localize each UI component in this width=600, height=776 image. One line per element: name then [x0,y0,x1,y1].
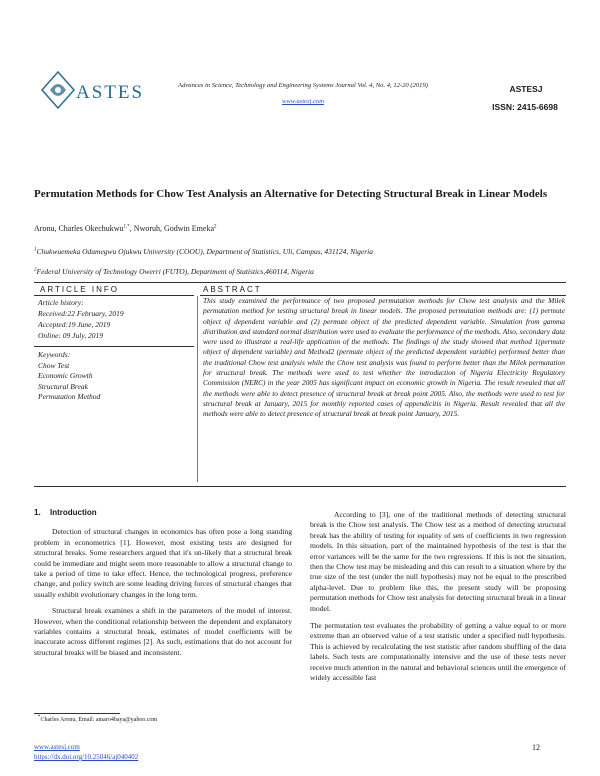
astes-logo [40,70,145,110]
keywords-block [38,350,194,403]
history-label: Article history: [38,298,84,307]
issn: ISSN: 2415-6698 [492,102,558,112]
online-date: Online: 09 July, 2019 [38,331,103,340]
left-column [34,508,292,664]
divider [34,346,194,347]
affiliation-1 [34,247,373,256]
keyword: Permutation Method [38,392,101,402]
footer-url-link[interactable]: www.astesj.com [34,743,80,751]
affiliation-text: Federal University of Technology Owerri (FUTO), Department of Statistics,460114, Nigeria [36,267,314,276]
abstract-text: This study examined the performance of two proposed permutation methods for Chow test analysis and the Milek permutation method for testing structural break in linear models. The proposed permutation methods are: (1) permute object of dependent variable and (2) permute object of the predicted dependent variable. Simulation from gamma distribution and standard normal distribution were used to evaluate the performance of the methods. Also, secondary data were used to illustrate a real-life application of the methods. The findings of the study showed that method 1(permute object of dependent variable) and Method2 (permute object of the predicted dependent variable) performed better than the traditional Chow test analysis while the Chow test analysis was found to perform better than the Milek permutation for structural break. The methods were used to test whether the introduction of Nigeria Electricity Regulatory Commission (NERC) in the year 2005 has significant impact on economic growth in Nigeria. The result revealed that all the methods were able to detect presence of structural break at break point 2005. Also, the methods were used to test for structural break at January, 2015 for monthly reported cases of appendicitis in Nigeria. Result revealed that all the methods were able to detect presence of structural break at break point January, 2015. [203,296,565,419]
accepted-date: Accepted:19 June, 2019 [38,320,111,329]
section-number: 1. [34,508,41,517]
paragraph: The permutation test evaluates the probability of getting a value equal to or more extreme than an observed value of a test statistic under a specified null hypothesis. This is achieved by recalculating the test statistic after random shuffling of the data labels. Such tests are computationally intensive and the use of these tests never receive much attention in the natural and behavioral sciences until the emergence of widely accessible fast [310,621,566,683]
keyword: Economic Growth [38,371,93,381]
divider [34,295,194,296]
footnote-sup: * [38,715,41,720]
author-list [34,224,217,233]
section-title: Introduction [50,508,97,517]
affiliation-sup: 2 [34,267,37,273]
abstract-heading: ABSTRACT [203,285,262,294]
author-sup: 2 [214,224,217,230]
page-number: 12 [532,743,540,752]
journal-header [40,62,570,122]
keyword: Chow Test [38,360,70,370]
footnote [38,717,157,723]
astes-logo-icon [40,70,76,110]
doi-link[interactable]: https://dx.doi.org/10.25046/aj040402 [34,753,139,761]
paragraph: Detection of structural changes in economics has often pose a long standing problem in econometrics [1]. However, most existing tests are designed for structural breaks. Some researchers argued that it's un-likely that a structural break could be immediate and might seem more reasonable to allow a structural change to take a period of time to take effect. Hence, the technological progress, preference change, and policy switch are some leading driving forces of structural changes that usually exhibit evolutionary changes in the long term. [34,527,292,599]
journal-url-link[interactable]: www.astesj.com [281,98,324,105]
author-name: Aronu, Charles Okechukwu [34,224,124,233]
column-separator [197,296,198,482]
article-history [38,297,194,341]
paragraph: According to [3], one of the traditional methods of detecting structural break is the Chow test analysis. The Chow test as a method of detecting structural break has the ability of testing for equality of sets of coefficients in two regression models. In this situation, part of the maintained hypothesis of the test is that the error variances will be the same for the two regressions. If this is not the situation, then the Chow test may be misleading and this can result to a situation where by the true size of the test (under the null hypothesis) may not be equal to the prescribed alpha-level. Due to problem like this, the present study will be proposing permutation methods for Chow test analysis for detecting structural break in a linear model. [310,510,567,613]
keywords-label: Keywords: [38,350,71,359]
journal-citation: Advances in Science, Technology and Engineering Systems Journal Vol. 4, No. 4, 12-20 (2019) [178,82,428,89]
footnote-divider [34,713,120,714]
journal-brand: ASTESJ [509,84,543,94]
author-name: , Nworuh, Godwin Emeka [129,224,215,233]
section-heading [34,508,292,518]
affiliation-text: Chukwuemeka Odumegwu Ojukwu University (COOU), Department of Statistics, Uli, Campus, 431124, Nigeria [36,247,373,256]
affiliation-2 [34,267,314,276]
received-date: Received:22 February, 2019 [38,309,124,318]
article-info-heading: ARTICLE INFO [40,285,119,294]
footnote-text: Charles Aronu, Email: amaro4baya@yahoo.com [40,717,158,723]
logo-text: ASTES [76,82,145,103]
paper-title: Permutation Methods for Chow Test Analysis an Alternative for Detecting Structural Break in Linear Models [34,188,548,200]
keyword: Structural Break [38,381,88,391]
paragraph: Structural break examines a shift in the parameters of the model of interest. However, when the conditional relationship between the dependent and explanatory variables contains a structural break, estimates of model coefficients will be inaccurate across different regimes [2]. As such, estimations that do not account for structural breaks will be biased and inconsistent. [34,606,292,657]
right-column [310,510,566,691]
divider [34,486,566,487]
affiliation-sup: 1 [34,247,37,253]
divider [34,282,566,283]
author-sup: 1,* [123,224,130,230]
